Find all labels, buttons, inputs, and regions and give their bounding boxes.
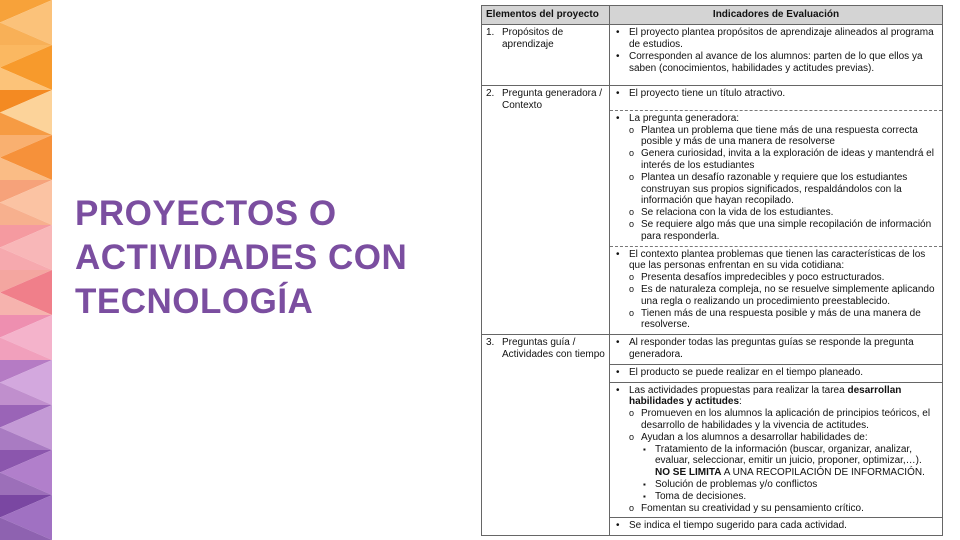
- row3-label: Preguntas guía / Actividades con tiempo: [502, 337, 605, 360]
- row2-c-intro: El contexto plantea problemas que tienen las características de los que las personas enfrentan en su vida cotidiana:: [629, 248, 926, 272]
- row2-indicator-c: [610, 246, 943, 335]
- row3-element: [482, 335, 610, 536]
- sub-item: o Es de naturaleza compleja, no se resuelve simplemente aplicando una regla o realizando un procedimiento preestablecido.: [629, 284, 938, 308]
- row3-indicator-d: [610, 518, 943, 536]
- sub-sub-item: [641, 444, 938, 479]
- row2-indicator-a: [610, 85, 943, 110]
- list-item: • Se indica el tiempo sugerido para cada actividad.: [614, 520, 938, 532]
- row3-c-o2: Ayudan a los alumnos a desarrollar habilidades de:: [641, 431, 868, 443]
- list-item: [614, 113, 938, 243]
- list-item: • El proyecto tiene un título atractivo.: [614, 88, 938, 100]
- title-line-1: PROYECTOS O: [75, 194, 337, 233]
- sub-item: o Tienen más de una respuesta posible y más de una manera de resolverse.: [629, 308, 938, 332]
- row3-s1-post: A UNA RECOPILACIÓN DE INFORMACIÓN.: [721, 467, 925, 479]
- row1-number: 1.: [486, 26, 495, 38]
- header-elementos: Elementos del proyecto: [482, 6, 610, 25]
- row3-s1-pre: Tratamiento de la información (buscar, organizar, analizar, evaluar, seleccionar, emitir un juicio, proponer, optimizar,…).: [655, 443, 922, 467]
- row3-number: 3.: [486, 337, 495, 349]
- list-item: • Al responder todas las preguntas guías se responde la pregunta generadora.: [614, 337, 938, 361]
- row2-element: [482, 85, 610, 334]
- row1-element: [482, 24, 610, 85]
- list-item: [614, 249, 938, 332]
- row3-s1-bold: NO SE LIMITA: [655, 467, 722, 479]
- sub-item: o Plantea un problema que tiene más de una respuesta correcta posible y más de una manera de resolverse: [629, 125, 938, 149]
- row3-indicator-c: [610, 382, 943, 518]
- row2-label: Pregunta generadora / Contexto: [502, 87, 603, 111]
- row3-c-intro-bold: desarrollan habilidades y actitudes: [629, 384, 902, 408]
- table-header-row: [482, 6, 943, 25]
- list-item: [614, 385, 938, 515]
- sub-item: o Se requiere algo más que una simple recopilación de información para responderla.: [629, 219, 938, 243]
- decorative-side-pattern: [0, 0, 52, 540]
- sub-item: o Se relaciona con la vida de los estudiantes.: [629, 207, 938, 219]
- sub-item: o Promueven en los alumnos la aplicación de principios teóricos, el desarrollo de habilidades y la vivencia de actitudes.: [629, 408, 938, 432]
- row1-label: Propósitos de aprendizaje: [502, 26, 564, 50]
- list-item: • El proyecto plantea propósitos de aprendizaje alineados al programa de estudios.: [614, 27, 938, 51]
- row2-indicator-b: [610, 110, 943, 246]
- sub-item: o Presenta desafíos impredecibles y poco estructurados.: [629, 272, 938, 284]
- header-indicadores: Indicadores de Evaluación: [610, 6, 943, 25]
- sub-item: o Genera curiosidad, invita a la exploración de ideas y mantendrá el interés de los estudiantes: [629, 148, 938, 172]
- sub-item: [629, 432, 938, 503]
- sub-item: o Plantea un desafío razonable y requiere que los estudiantes construyan sus propios significados, respaldándolos con la información que hayan recopilado.: [629, 172, 938, 207]
- list-item: • El producto se puede realizar en el tiempo planeado.: [614, 367, 938, 379]
- row3-indicator-a: [610, 335, 943, 365]
- row3-indicator-b: [610, 364, 943, 382]
- row1-indicators: [610, 24, 943, 85]
- table-row: [482, 335, 943, 365]
- evaluation-table-image: [481, 5, 942, 535]
- table-row: [482, 24, 943, 85]
- sub-sub-item: ▪ Toma de decisiones.: [641, 491, 938, 503]
- row2-number: 2.: [486, 87, 495, 99]
- evaluation-table: [481, 5, 943, 536]
- list-item: • Corresponden al avance de los alumnos: parten de lo que ellos ya saben (conocimientos, habilidades y actitudes previas).: [614, 51, 938, 75]
- table-row: [482, 85, 943, 110]
- row3-c-intro-post: :: [739, 396, 742, 408]
- row3-c-intro-pre: Las actividades propuestas para realizar la tarea: [629, 384, 848, 396]
- row2-b-intro: La pregunta generadora:: [629, 112, 740, 124]
- sub-item: o Fomentan su creatividad y su pensamiento crítico.: [629, 503, 938, 515]
- title-line-3: TECNOLOGÍA: [75, 282, 314, 321]
- slide-title: [75, 192, 455, 324]
- triangle-pattern: [0, 0, 52, 540]
- title-line-2: ACTIVIDADES CON: [75, 238, 408, 277]
- sub-sub-item: ▪ Solución de problemas y/o conflictos: [641, 479, 938, 491]
